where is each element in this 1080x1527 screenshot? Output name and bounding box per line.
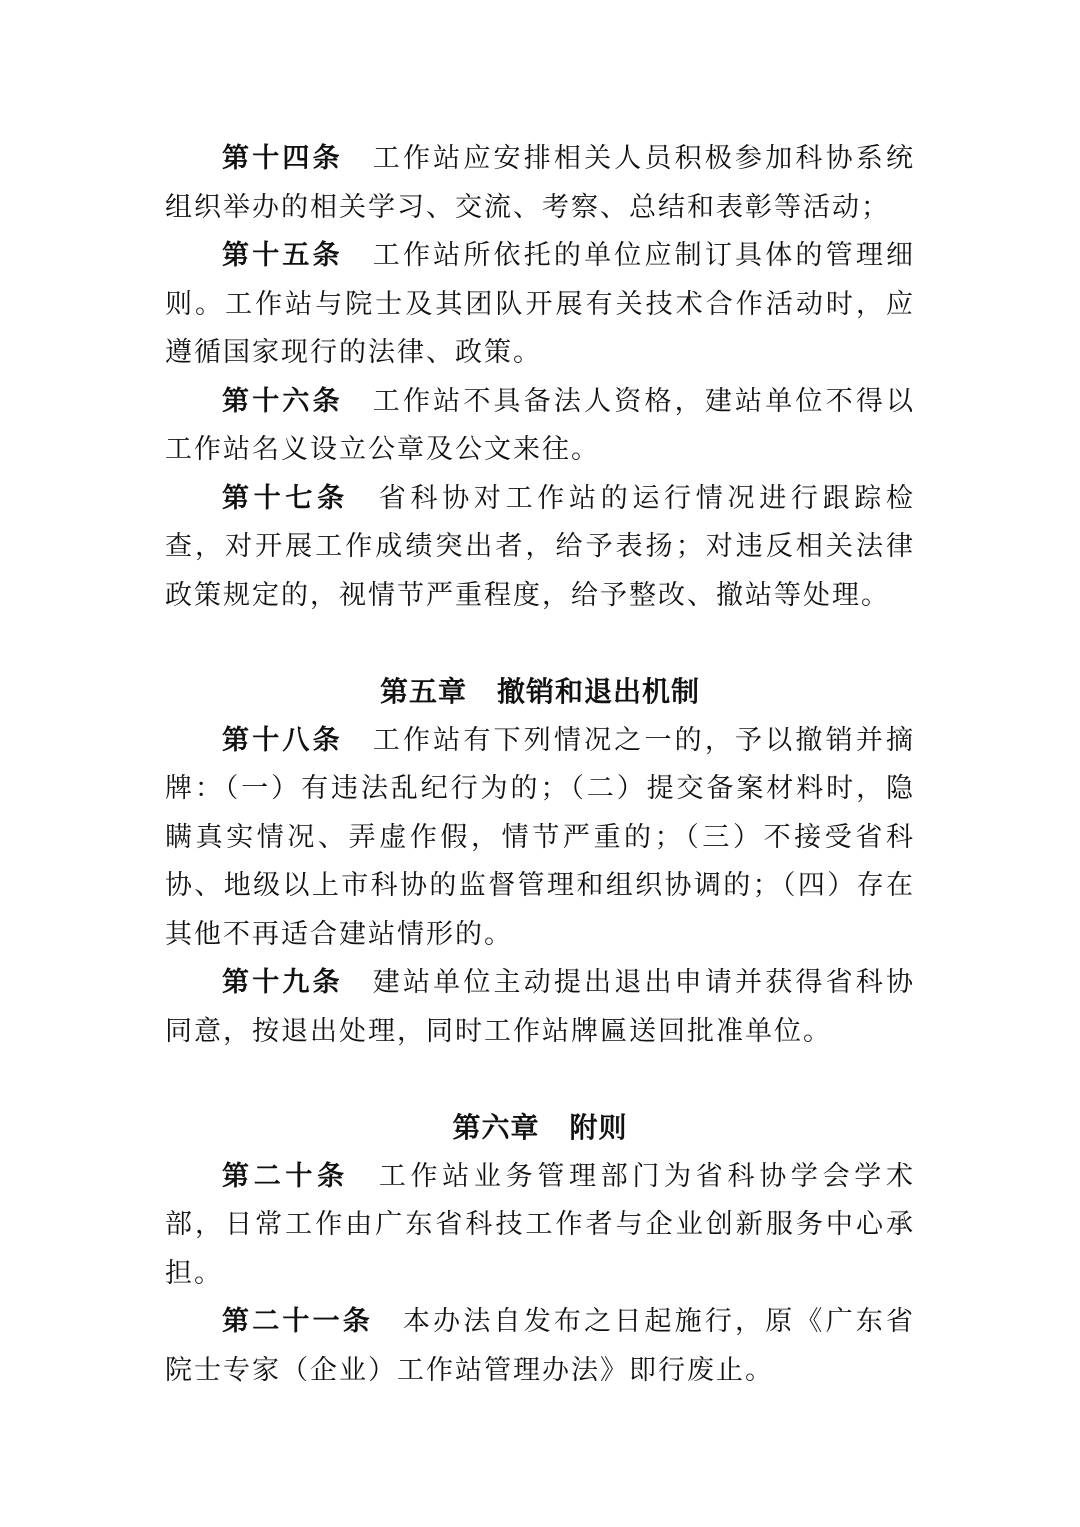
article-text: 工作站有下列情况之一的，予以撤销并摘牌：（一）有违法乱纪行为的；（二）提交备案材料时，隐瞒真实情况、弄虚作假，情节严重的；（三）不接受省科协、地级以上市科协的监督管理和组织协调的；（四）存在其他不再适合建站情形的。: [165, 724, 916, 950]
article-21: [165, 1298, 915, 1395]
article-number: 第十六条: [222, 385, 343, 417]
article-number: 第十七条: [222, 482, 349, 514]
article-number: 第二十一条: [222, 1306, 373, 1337]
article-text: 工作站应安排相关人员积极参加科协系统组织举办的相关学习、交流、考察、总结和表彰等活动；: [165, 143, 916, 223]
article-number: 第十八条: [222, 724, 343, 756]
chapter-6-heading: [165, 1104, 915, 1153]
article-number: 第十四条: [222, 143, 343, 174]
article-18: [165, 717, 915, 960]
article-text: 建站单位主动提出退出申请并获得省科协同意，按退出处理，同时工作站牌匾送回批准单位。: [165, 967, 916, 1047]
article-number: 第十五条: [222, 240, 343, 271]
document-page: [165, 135, 915, 1395]
article-text: 省科协对工作站的运行情况进行跟踪检查，对开展工作成绩突出者，给予表扬；对违反相关法律政策规定的，视情节严重程度，给予整改、撤站等处理。: [165, 482, 916, 611]
chapter-5-heading: [165, 668, 915, 717]
chapter-title: 撤销和退出机制: [497, 675, 701, 708]
article-20: [165, 1153, 915, 1299]
article-number: 第十九条: [222, 967, 343, 998]
article-15: [165, 232, 915, 378]
article-text: 工作站所依托的单位应制订具体的管理细则。工作站与院士及其团队开展有关技术合作活动时，应遵循国家现行的法律、政策。: [165, 240, 916, 368]
article-text: 工作站业务管理部门为省科协学会学术部，日常工作由广东省科技工作者与企业创新服务中心承担。: [165, 1160, 916, 1289]
article-19: [165, 959, 915, 1056]
chapter-number: 第五章: [379, 675, 467, 708]
article-17: [165, 475, 915, 621]
chapter-number: 第六章: [452, 1111, 540, 1144]
article-text: 工作站不具备法人资格，建站单位不得以工作站名义设立公章及公文来往。: [165, 385, 916, 465]
chapter-title: 附则: [569, 1111, 628, 1144]
article-14: [165, 135, 915, 232]
article-text: 本办法自发布之日起施行，原《广东省院士专家（企业）工作站管理办法》即行废止。: [165, 1306, 915, 1386]
article-16: [165, 378, 915, 475]
article-number: 第二十条: [222, 1160, 349, 1192]
